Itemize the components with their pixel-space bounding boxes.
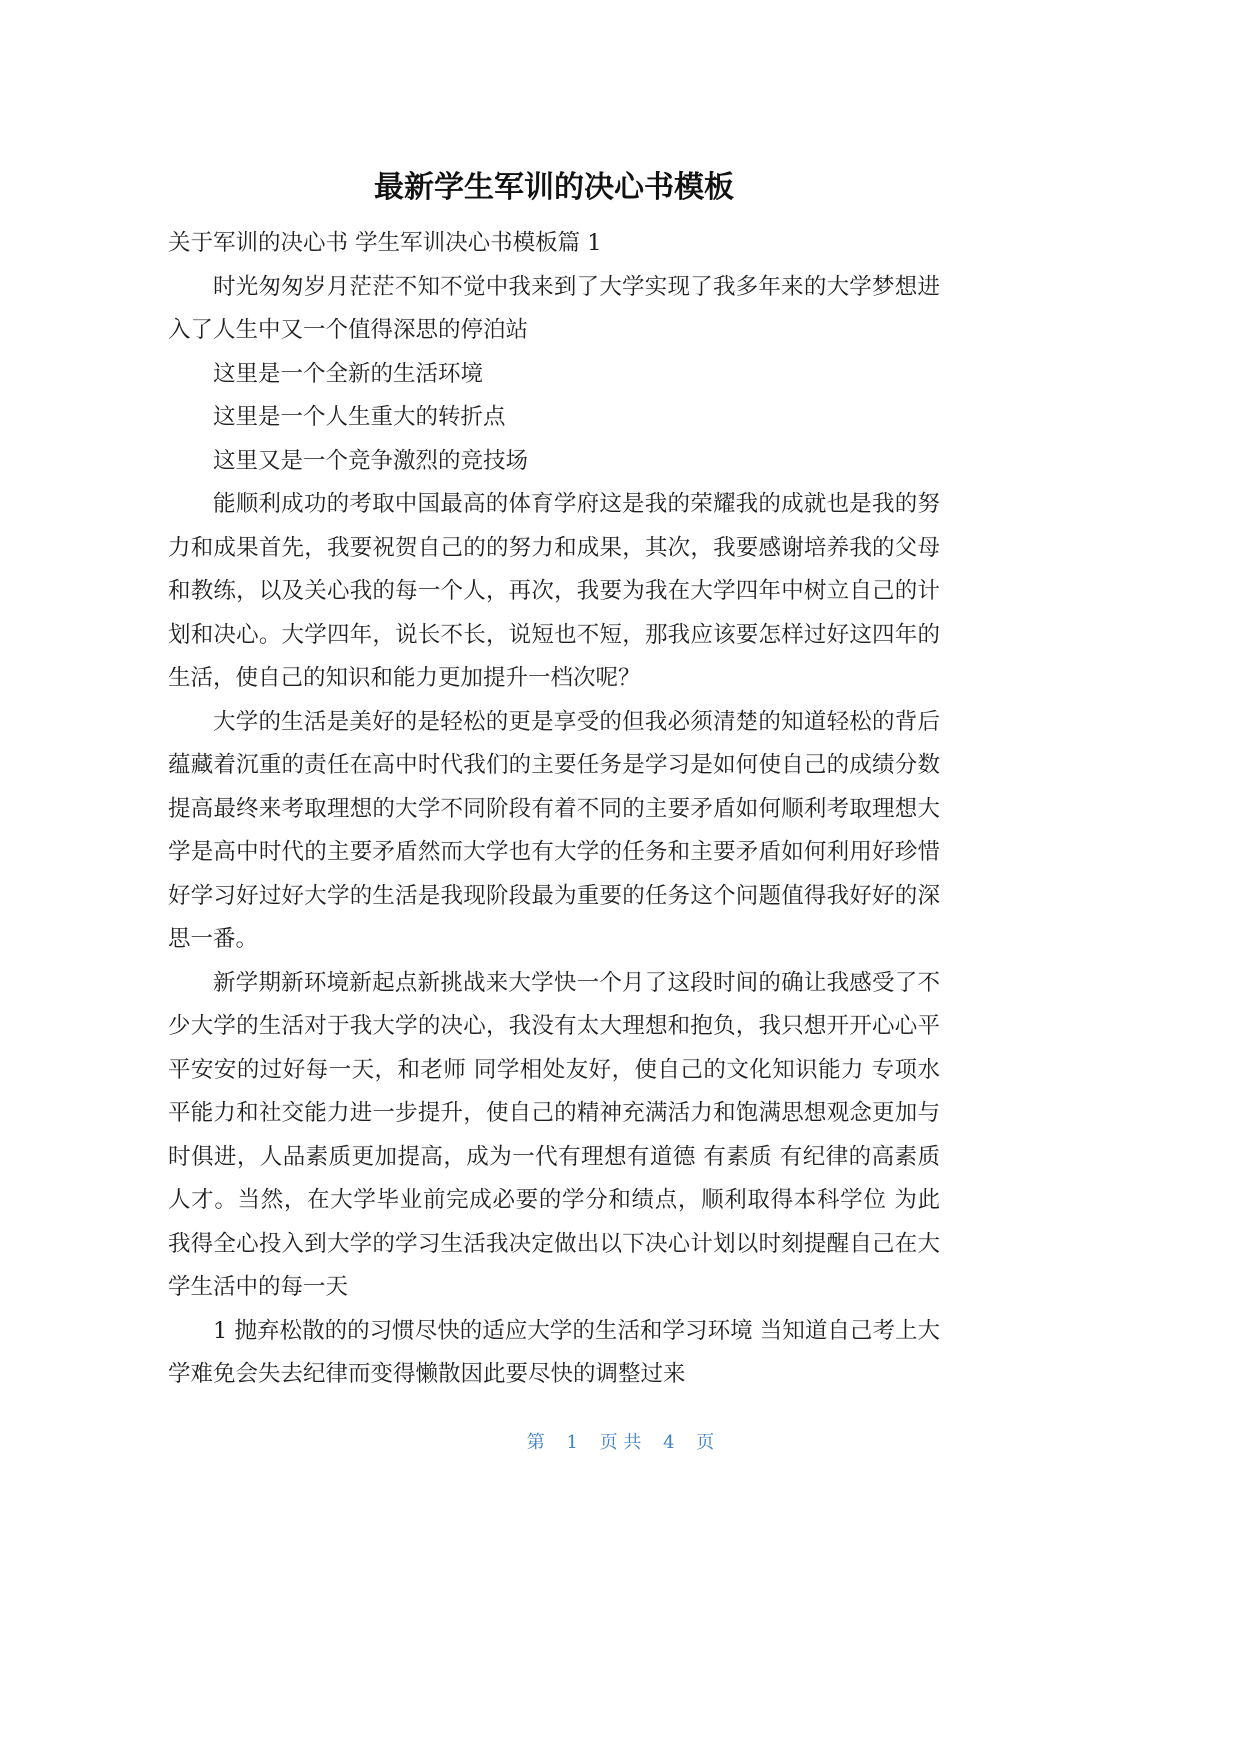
page-total-number: 4 bbox=[663, 1432, 675, 1453]
body-paragraph: 这里是一个全新的生活环境 bbox=[213, 360, 484, 387]
body-paragraph: 时光匆匆岁月茫茫不知不觉中我来到了大学实现了我多年来的大学梦想进入了人生中又一个值得深思的停泊站 bbox=[168, 273, 940, 343]
page-current-number: 1 bbox=[566, 1432, 578, 1453]
footer-suffix: 页 bbox=[696, 1432, 715, 1453]
body-paragraph: 新学期新环境新起点新挑战来大学快一个月了这段时间的确让我感受了不少大学的生活对于我大学的决心，我没有太大理想和抱负，我只想开开心心平平安安的过好每一天，和老师 同学相处友好，使自己的文化知识能力 专项水平能力和社交能力进一步提升，使自己的精神充满活力和饱满思想观念更加与时俱进，人品素质更加提高，成为一代有理想有道德 有素质 有纪律的高素质人才。当然，在大学毕业前完成必要的学分和绩点，顺利取得本科学位 为此我得全心投入到大学的学习生活我决定做出以下决心计划以时刻提醒自己在大学生活中的每一天 bbox=[168, 969, 940, 1300]
body-paragraph: 1 抛弃松散的的习惯尽快的适应大学的生活和学习环境 当知道自己考上大学难免会失去纪律而变得懒散因此要尽快的调整过来 bbox=[168, 1317, 940, 1387]
body-paragraph: 大学的生活是美好的是轻松的更是享受的但我必须清楚的知道轻松的背后蕴藏着沉重的责任在高中时代我们的主要任务是学习是如何使自己的成绩分数提高最终来考取理想的大学不同阶段有着不同的主要矛盾如何顺利考取理想大学是高中时代的主要矛盾然而大学也有大学的任务和主要矛盾如何利用好珍惜好学习好过好大学的生活是我现阶段最为重要的任务这个问题值得我好好的深思一番。 bbox=[168, 708, 940, 952]
body-paragraph: 能顺利成功的考取中国最高的体育学府这是我的荣耀我的成就也是我的努力和成果首先，我要祝贺自己的的努力和成果，其次，我要感谢培养我的父母和教练，以及关心我的每一个人，再次，我要为我在大学四年中树立自己的计划和决心。大学四年，说长不长，说短也不短，那我应该要怎样过好这四年的生活，使自己的知识和能力更加提升一档次呢？ bbox=[168, 491, 940, 691]
document-body bbox=[168, 166, 940, 1397]
page-footer bbox=[0, 1428, 1241, 1458]
body-paragraph: 这里是一个人生重大的转折点 bbox=[213, 404, 506, 430]
document-subtitle: 关于军训的决心书 学生军训决心书模板篇 1 bbox=[168, 230, 602, 256]
document-title: 最新学生军训的决心书模板 bbox=[374, 170, 734, 205]
body-paragraph: 这里又是一个竞争激烈的竞技场 bbox=[213, 447, 529, 474]
footer-middle: 页 共 bbox=[599, 1432, 642, 1453]
footer-prefix: 第 bbox=[526, 1432, 545, 1453]
